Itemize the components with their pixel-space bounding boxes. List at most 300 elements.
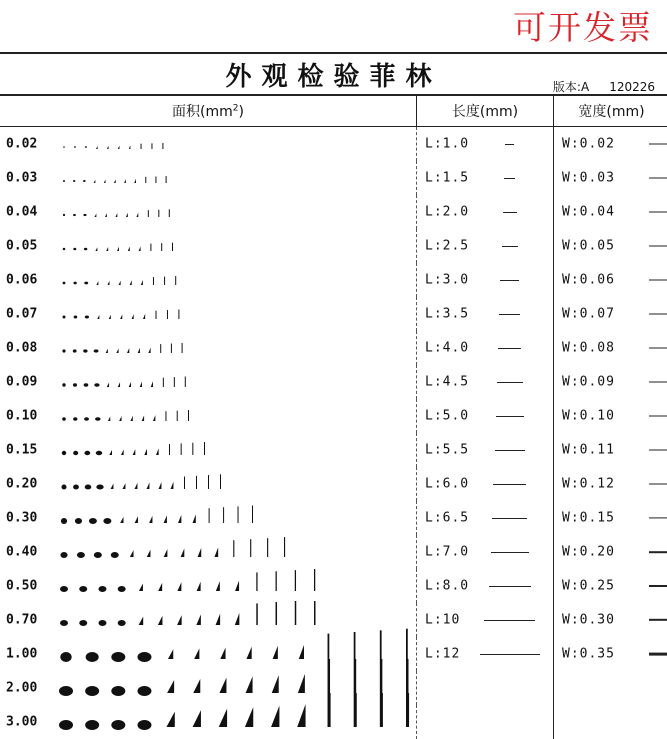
table-row [0, 569, 667, 603]
round-defect [63, 214, 65, 216]
header-area-label: 面积(mm [172, 104, 233, 120]
round-defect [62, 417, 66, 421]
line-defect [204, 442, 205, 455]
defect-shapes [0, 569, 416, 603]
wedge-defect [135, 516, 138, 523]
defect-shapes [0, 705, 416, 739]
width-sample-line [649, 450, 667, 451]
line-defect [188, 410, 189, 421]
length-cell [417, 637, 554, 671]
length-cell [417, 229, 554, 263]
area-cell [0, 569, 417, 603]
wedge-defect [124, 179, 126, 183]
length-value: L:2.0 [425, 205, 469, 220]
wedge-defect [193, 679, 200, 693]
table-row [0, 195, 667, 229]
round-defect [84, 248, 88, 251]
round-defect [83, 349, 87, 352]
round-defect [73, 180, 75, 182]
area-value: 2.00 [6, 681, 37, 696]
length-value: L:5.0 [425, 409, 469, 424]
defect-shapes [0, 161, 416, 195]
wedge-defect [107, 146, 109, 149]
wedge-defect [216, 581, 220, 591]
length-cell [417, 535, 554, 569]
round-defect [59, 686, 73, 696]
defect-shapes [0, 263, 416, 297]
wedge-defect [119, 416, 121, 421]
round-defect [137, 720, 151, 730]
area-cell [0, 365, 417, 399]
line-defect [328, 693, 331, 727]
line-defect [150, 244, 151, 251]
round-defect [111, 552, 119, 558]
length-sample-line [491, 552, 529, 553]
line-defect [238, 506, 239, 523]
area-value: 0.15 [6, 443, 37, 458]
width-cell [554, 195, 667, 229]
round-defect [63, 282, 66, 285]
length-sample-line [493, 484, 526, 485]
line-defect [328, 634, 330, 659]
table-row [0, 671, 667, 705]
wedge-defect [272, 675, 279, 693]
line-defect [233, 540, 234, 557]
round-defect [83, 214, 86, 216]
width-value: W:0.08 [562, 341, 615, 356]
defect-shapes [0, 603, 416, 637]
line-defect [380, 693, 383, 727]
wedge-defect [130, 280, 132, 285]
width-cell [554, 671, 667, 705]
line-defect [172, 243, 173, 251]
wedge-defect [214, 547, 218, 557]
wedge-defect [147, 550, 151, 557]
area-value: 0.40 [6, 545, 37, 560]
wedge-defect [97, 315, 99, 319]
round-defect [95, 417, 101, 421]
round-defect [118, 586, 126, 592]
width-cell [554, 637, 667, 671]
round-defect [62, 383, 65, 386]
width-sample-line [649, 280, 667, 281]
area-cell [0, 501, 417, 535]
area-value: 0.20 [6, 477, 37, 492]
wedge-defect [136, 213, 138, 217]
length-sample-line [504, 178, 515, 179]
length-sample-line [505, 144, 514, 145]
line-defect [158, 210, 159, 217]
wedge-defect [128, 247, 130, 251]
width-sample-line [649, 348, 667, 349]
round-defect [84, 417, 89, 421]
length-cell [417, 195, 554, 229]
round-defect [63, 146, 65, 148]
wedge-defect [114, 179, 116, 183]
line-defect [208, 475, 209, 489]
table-row [0, 535, 667, 569]
line-defect [295, 570, 296, 591]
line-defect [165, 411, 166, 421]
width-value: W:0.12 [562, 477, 615, 492]
inspection-table [0, 94, 667, 739]
wedge-defect [158, 583, 162, 591]
width-cell [554, 569, 667, 603]
wedge-defect [108, 416, 110, 421]
length-sample-line [499, 314, 520, 315]
length-value: L:3.5 [425, 307, 469, 322]
round-defect [89, 518, 97, 524]
line-defect [185, 377, 186, 387]
length-sample-line [492, 518, 527, 519]
line-defect [177, 411, 178, 421]
wedge-defect [193, 710, 201, 727]
round-defect [73, 383, 77, 386]
table-row [0, 705, 667, 739]
wedge-defect [118, 382, 120, 387]
width-value: W:0.11 [562, 443, 615, 458]
width-cell [554, 127, 667, 162]
round-defect [86, 652, 99, 662]
table-row [0, 433, 667, 467]
length-sample-line [502, 246, 518, 247]
line-defect [156, 311, 157, 319]
wedge-defect [121, 450, 124, 455]
header-area-sup: 2 [233, 103, 239, 113]
wedge-defect [107, 281, 109, 285]
length-value: L:1.0 [425, 137, 469, 152]
table-row [0, 331, 667, 365]
table-row [0, 637, 667, 671]
promo-banner: 可开发票 [513, 2, 653, 49]
defect-shapes [0, 637, 416, 671]
width-value: W:0.06 [562, 273, 615, 288]
line-defect [220, 474, 221, 489]
area-value: 0.70 [6, 613, 37, 628]
width-sample-line [649, 517, 667, 518]
wedge-defect [104, 179, 106, 183]
area-cell [0, 195, 417, 229]
width-sample-line [649, 484, 667, 485]
area-cell [0, 263, 417, 297]
length-value: L:3.0 [425, 273, 469, 288]
line-defect [354, 632, 356, 659]
line-defect [151, 143, 152, 149]
width-cell [554, 467, 667, 501]
table-row [0, 161, 667, 195]
wedge-defect [219, 678, 226, 693]
width-sample-line [649, 585, 667, 587]
line-defect [276, 571, 277, 591]
line-defect [406, 693, 409, 727]
length-sample-line [480, 654, 540, 655]
round-defect [61, 518, 67, 524]
length-cell [417, 569, 554, 603]
round-defect [77, 552, 85, 558]
wedge-defect [148, 347, 150, 353]
wedge-defect [273, 646, 278, 659]
wedge-defect [216, 614, 221, 625]
width-sample-line [649, 212, 667, 213]
width-sample-line [649, 416, 667, 417]
wedge-defect [147, 482, 150, 489]
length-value: L:2.5 [425, 239, 469, 254]
header-area-close: ) [239, 104, 244, 120]
wedge-defect [164, 549, 168, 557]
area-cell [0, 705, 417, 739]
round-defect [111, 686, 125, 696]
area-value: 3.00 [6, 715, 37, 730]
wedge-defect [177, 615, 182, 625]
table-row [0, 603, 667, 637]
wedge-defect [95, 247, 97, 251]
wedge-defect [164, 515, 167, 523]
length-value: L:12 [425, 647, 460, 662]
round-defect [62, 451, 66, 455]
wedge-defect [141, 280, 143, 285]
line-defect [276, 602, 277, 625]
round-defect [75, 518, 82, 524]
length-sample-line [503, 212, 517, 213]
length-cell [417, 331, 554, 365]
wedge-defect [118, 146, 120, 149]
defect-shapes [0, 467, 416, 501]
length-cell [417, 297, 554, 331]
table-row [0, 399, 667, 433]
round-defect [137, 652, 151, 662]
line-defect [153, 277, 154, 285]
length-sample-line [495, 450, 525, 451]
line-defect [164, 277, 165, 285]
round-defect [63, 180, 65, 182]
round-defect [96, 484, 103, 489]
line-defect [314, 569, 315, 591]
round-defect [98, 620, 106, 626]
wedge-defect [271, 706, 279, 727]
line-defect [169, 444, 170, 455]
length-sample-line [500, 280, 519, 281]
wedge-defect [126, 213, 128, 217]
area-cell [0, 433, 417, 467]
area-cell [0, 331, 417, 365]
round-defect [73, 214, 76, 216]
round-defect [60, 652, 71, 662]
width-cell [554, 433, 667, 467]
wedge-defect [109, 315, 111, 319]
header-area [0, 95, 417, 127]
width-value: W:0.03 [562, 171, 615, 186]
width-value: W:0.07 [562, 307, 615, 322]
round-defect [73, 484, 79, 489]
length-value: L:1.5 [425, 171, 469, 186]
line-defect [169, 209, 170, 217]
width-cell [554, 399, 667, 433]
area-value: 0.02 [6, 137, 37, 152]
length-sample-line [496, 416, 524, 417]
round-defect [98, 586, 106, 592]
line-defect [328, 659, 331, 693]
width-cell [554, 263, 667, 297]
wedge-defect [139, 246, 141, 251]
wedge-defect [166, 712, 174, 727]
line-defect [284, 537, 285, 557]
round-defect [60, 586, 68, 592]
length-cell [417, 365, 554, 399]
wedge-defect [139, 584, 143, 591]
width-value: W:0.09 [562, 375, 615, 390]
defect-shapes [0, 671, 416, 705]
width-sample-line [649, 619, 667, 621]
round-defect [73, 349, 77, 352]
area-cell [0, 297, 417, 331]
wedge-defect [106, 247, 108, 251]
line-defect [160, 344, 161, 353]
round-defect [94, 349, 99, 352]
wedge-defect [196, 614, 201, 625]
wedge-defect [156, 448, 159, 455]
width-cell [554, 501, 667, 535]
version-code: 120226 [609, 80, 655, 94]
table-row [0, 127, 667, 162]
length-sample-line [497, 382, 523, 383]
wedge-defect [117, 247, 119, 251]
round-defect [85, 146, 87, 148]
wedge-defect [135, 483, 138, 489]
wedge-defect [133, 449, 136, 455]
area-cell [0, 467, 417, 501]
round-defect [96, 451, 103, 455]
wedge-defect [299, 645, 304, 659]
width-cell [554, 297, 667, 331]
wedge-defect [140, 382, 142, 387]
area-value: 0.04 [6, 205, 37, 220]
round-defect [85, 484, 92, 489]
wedge-defect [115, 213, 117, 217]
table-row [0, 263, 667, 297]
length-value: L:7.0 [425, 545, 469, 560]
round-defect [79, 586, 87, 592]
width-sample-line [649, 382, 667, 383]
wedge-defect [96, 146, 98, 149]
length-value: L:6.0 [425, 477, 469, 492]
line-defect [171, 344, 172, 353]
wedge-defect [177, 582, 181, 591]
area-cell [0, 161, 417, 195]
wedge-defect [109, 450, 112, 455]
width-sample-line [649, 178, 667, 179]
header-width: 宽度(mm) [554, 95, 667, 127]
length-cell [417, 501, 554, 535]
line-defect [141, 144, 142, 149]
length-cell [417, 603, 554, 637]
wedge-defect [235, 580, 239, 591]
round-defect [85, 316, 89, 319]
line-defect [406, 659, 409, 693]
width-value: W:0.35 [562, 647, 615, 662]
table-row [0, 467, 667, 501]
wedge-defect [178, 515, 181, 523]
round-defect [84, 282, 88, 285]
width-value: W:0.02 [562, 137, 615, 152]
wedge-defect [94, 180, 96, 183]
line-defect [295, 601, 296, 625]
line-defect [406, 629, 408, 659]
length-cell [417, 467, 554, 501]
wedge-defect [142, 415, 144, 421]
wedge-defect [120, 314, 122, 319]
wedge-defect [149, 516, 152, 523]
length-sample-line [484, 620, 535, 621]
round-defect [118, 620, 126, 626]
line-defect [192, 443, 193, 455]
round-defect [63, 248, 66, 251]
length-cell [417, 433, 554, 467]
length-cell [417, 263, 554, 297]
wedge-defect [143, 314, 145, 319]
wedge-defect [298, 674, 305, 693]
area-value: 0.07 [6, 307, 37, 322]
round-defect [103, 518, 111, 524]
wedge-defect [129, 145, 131, 149]
wedge-defect [139, 617, 144, 625]
table-row [0, 501, 667, 535]
round-defect [59, 720, 73, 730]
line-defect [175, 276, 176, 285]
length-cell [417, 671, 554, 705]
version-info [553, 78, 655, 95]
wedge-defect [95, 213, 97, 217]
line-defect [178, 310, 179, 319]
wedge-defect [127, 348, 129, 353]
defect-shapes [0, 229, 416, 263]
area-cell [0, 399, 417, 433]
line-defect [155, 176, 156, 183]
round-defect [83, 180, 86, 182]
wedge-defect [153, 415, 155, 421]
width-value: W:0.30 [562, 613, 615, 628]
wedge-defect [245, 707, 253, 727]
area-value: 0.03 [6, 171, 37, 186]
line-defect [148, 210, 149, 217]
round-defect [79, 620, 87, 626]
wedge-defect [198, 548, 202, 557]
round-defect [84, 451, 90, 455]
length-value: L:5.5 [425, 443, 469, 458]
line-defect [354, 693, 357, 727]
line-defect [145, 177, 146, 183]
page-title: 外观检验菲林 [0, 56, 667, 93]
wedge-defect [130, 416, 132, 421]
width-cell [554, 161, 667, 195]
wedge-defect [235, 613, 240, 625]
wedge-defect [96, 281, 98, 285]
round-defect [61, 484, 66, 489]
line-defect [267, 538, 268, 557]
line-defect [223, 507, 224, 523]
round-defect [62, 349, 65, 352]
table-row [0, 297, 667, 331]
width-value: W:0.20 [562, 545, 615, 560]
title-band [0, 52, 667, 96]
wedge-defect [192, 514, 195, 523]
length-value: L:8.0 [425, 579, 469, 594]
area-value: 0.30 [6, 511, 37, 526]
line-defect [256, 572, 257, 591]
version-label: 版本:A [553, 80, 589, 94]
defect-shapes [0, 331, 416, 365]
wedge-defect [123, 483, 126, 489]
wedge-defect [107, 382, 109, 387]
